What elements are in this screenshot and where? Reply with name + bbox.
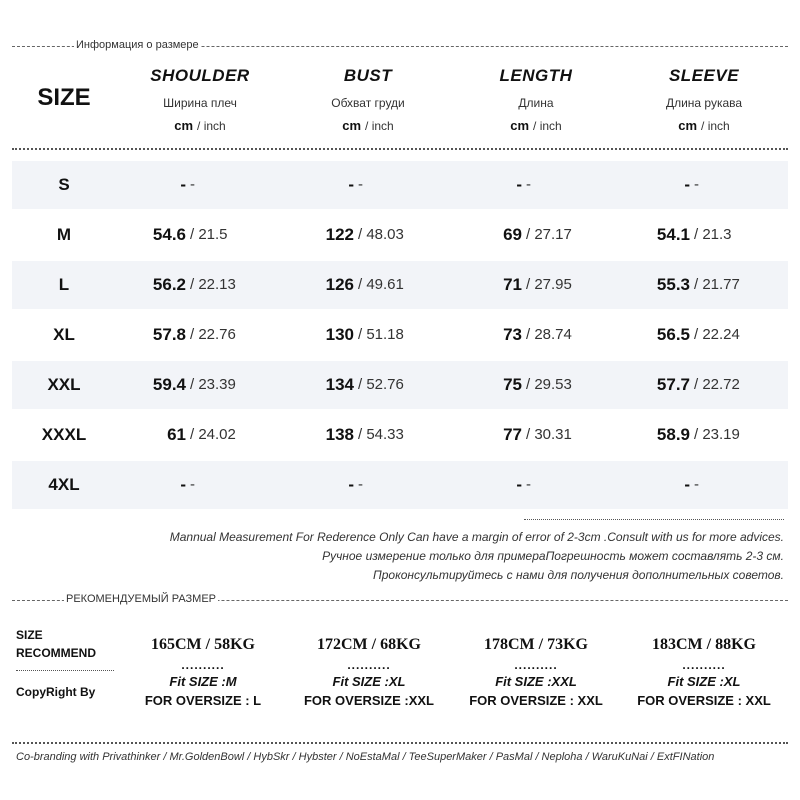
height-weight: 178CM / 73KG	[484, 636, 588, 653]
size-label: XL	[53, 325, 75, 344]
value-inch: / 49.61	[358, 276, 404, 293]
table-row	[12, 311, 788, 359]
value-cm: 57.7	[656, 375, 690, 394]
measurement-cell	[456, 261, 616, 309]
value-inch: / 28.74	[526, 326, 572, 343]
size-recommend-title	[16, 626, 96, 662]
table-row	[12, 361, 788, 409]
value-inch: / 23.39	[190, 376, 236, 393]
column-subtitle: Ширина плеч	[163, 96, 237, 110]
unit-cm: cm	[174, 118, 194, 133]
value-cm: -	[348, 175, 354, 194]
size-label: S	[58, 175, 70, 194]
value-cm: 73	[503, 325, 522, 344]
measurement-cell	[120, 461, 280, 509]
measurement-cell	[624, 161, 784, 209]
size-label: 4XL	[48, 475, 80, 494]
fit-size: Fit SIZE :XL	[667, 674, 741, 689]
measurement-cell	[120, 411, 280, 459]
value-inch: -	[526, 176, 531, 193]
value-inch: / 27.95	[526, 276, 572, 293]
value-cm: 58.9	[656, 425, 690, 444]
value-inch: -	[526, 476, 531, 493]
unit-inch: / inch	[365, 119, 394, 133]
recommend-label: РЕКОМЕНДУЕМЫЙ РАЗМЕР	[66, 593, 217, 605]
measurement-cell	[120, 261, 280, 309]
measurement-cell	[624, 311, 784, 359]
table-row	[12, 261, 788, 309]
measurement-cell	[456, 161, 616, 209]
value-cm: 54.1	[656, 225, 690, 244]
measurement-cell	[456, 211, 616, 259]
value-inch: -	[358, 476, 363, 493]
column-title: SHOULDER	[150, 66, 250, 85]
oversize: FOR OVERSIZE : L	[144, 693, 262, 708]
fit-size: Fit SIZE :XL	[332, 674, 406, 689]
height-weight: 172CM / 68KG	[317, 636, 421, 653]
recommend-item-2	[289, 636, 449, 708]
column-subtitle: Обхват груди	[331, 96, 405, 110]
size-info-label: Информация о размере	[76, 39, 199, 51]
value-inch: / 23.19	[694, 426, 740, 443]
fit-size: Fit SIZE :M	[169, 674, 237, 689]
measurement-cell	[624, 361, 784, 409]
measurement-cell	[456, 411, 616, 459]
value-inch: / 48.03	[358, 226, 404, 243]
value-inch: / 27.17	[526, 226, 572, 243]
column-head-length	[461, 66, 611, 133]
measurement-cell	[288, 411, 448, 459]
value-inch: -	[190, 476, 195, 493]
unit-inch: / inch	[701, 119, 730, 133]
measurement-cell	[624, 461, 784, 509]
value-cm: 126	[325, 275, 354, 294]
value-cm: 54.6	[152, 225, 186, 244]
value-cm: 55.3	[656, 275, 690, 294]
oversize: FOR OVERSIZE : XXL	[469, 693, 603, 708]
size-recommend-line2: RECOMMEND	[16, 646, 96, 660]
value-cm: -	[348, 475, 354, 494]
size-label: L	[58, 275, 70, 294]
measurement-cell	[456, 461, 616, 509]
value-inch: / 51.18	[358, 326, 404, 343]
height-weight: 165CM / 58KG	[151, 636, 255, 653]
note-en: Mannual Measurement For Rederence Only Can have a margin of error of 2-3cm .Consult with us for more advices.	[169, 530, 784, 544]
value-cm: 77	[503, 425, 522, 444]
value-cm: 56.5	[656, 325, 690, 344]
value-cm: 69	[503, 225, 522, 244]
table-row	[12, 411, 788, 459]
value-inch: -	[358, 176, 363, 193]
height-weight: 183CM / 88KG	[652, 636, 756, 653]
column-unit	[629, 118, 779, 133]
value-cm: 56.2	[152, 275, 186, 294]
column-title: BUST	[343, 66, 393, 85]
measurement-cell	[456, 361, 616, 409]
footer-cobranding: Co-branding with Privathinker / Mr.GoldenBowl / HybSkr / Hybster / NoEstaMal / TeeSuperMaker / PasMal / Neploha / WaruKuNai / ExtFINation	[16, 751, 715, 763]
size-label: M	[56, 225, 72, 244]
note-ru-2: Проконсультируйтесь с нами для получения дополнительных советов.	[373, 568, 784, 582]
value-cm: -	[180, 175, 186, 194]
column-subtitle: Длина	[518, 96, 554, 110]
measurement-cell	[624, 261, 784, 309]
value-inch: -	[694, 476, 699, 493]
footer-divider	[12, 742, 788, 744]
measurement-cell	[288, 311, 448, 359]
value-cm: 75	[503, 375, 522, 394]
value-inch: / 22.72	[694, 376, 740, 393]
measurement-cell	[624, 411, 784, 459]
dots: ..........	[181, 658, 225, 672]
column-unit	[461, 118, 611, 133]
measurement-cell	[120, 361, 280, 409]
measurement-cell	[120, 161, 280, 209]
column-unit	[125, 118, 275, 133]
table-row	[12, 461, 788, 509]
value-cm: 71	[503, 275, 522, 294]
value-cm: -	[180, 475, 186, 494]
value-cm: 61	[167, 425, 186, 444]
value-cm: 122	[325, 225, 354, 244]
table-row	[12, 211, 788, 259]
value-inch: / 21.77	[694, 276, 740, 293]
measurement-cell	[288, 161, 448, 209]
fit-size: Fit SIZE :XXL	[495, 674, 577, 689]
value-inch: / 21.3	[694, 226, 732, 243]
column-title: SLEEVE	[668, 66, 740, 85]
unit-cm: cm	[510, 118, 530, 133]
measurement-cell	[456, 311, 616, 359]
measurement-cell	[288, 261, 448, 309]
value-inch: / 30.31	[526, 426, 572, 443]
notes-divider	[524, 519, 784, 520]
header-divider	[12, 148, 788, 150]
table-row	[12, 161, 788, 209]
value-inch: / 21.5	[190, 226, 228, 243]
copyright-label: CopyRight By	[16, 685, 96, 699]
size-label: XXXL	[41, 425, 87, 444]
measurement-cell	[120, 211, 280, 259]
measurement-cell	[288, 361, 448, 409]
value-cm: -	[516, 175, 522, 194]
value-inch: -	[190, 176, 195, 193]
dots: ..........	[682, 658, 726, 672]
recommend-title-divider	[16, 670, 114, 671]
value-cm: -	[684, 475, 690, 494]
value-inch: / 52.76	[358, 376, 404, 393]
column-head-sleeve	[629, 66, 779, 133]
value-cm: 59.4	[152, 375, 186, 394]
value-cm: 138	[325, 425, 354, 444]
size-heading: SIZE	[37, 84, 91, 111]
value-inch: / 54.33	[358, 426, 404, 443]
unit-inch: / inch	[533, 119, 562, 133]
measurement-cell	[288, 211, 448, 259]
value-inch: -	[694, 176, 699, 193]
measurement-cell	[288, 461, 448, 509]
value-inch: / 24.02	[190, 426, 236, 443]
column-head-bust	[293, 66, 443, 133]
value-cm: -	[684, 175, 690, 194]
recommend-item-3	[456, 636, 616, 708]
value-cm: 134	[325, 375, 354, 394]
unit-cm: cm	[678, 118, 698, 133]
size-label: XXL	[47, 375, 81, 394]
unit-cm: cm	[342, 118, 362, 133]
dots: ..........	[514, 658, 558, 672]
column-head-shoulder	[125, 66, 275, 133]
value-inch: / 29.53	[526, 376, 572, 393]
measurement-cell	[120, 311, 280, 359]
recommend-item-4	[624, 636, 784, 708]
measurement-cell	[624, 211, 784, 259]
note-ru-1: Ручное измерение только для примераПогрешность может составлять 2-3 см.	[322, 549, 784, 563]
recommend-item-1	[123, 636, 283, 708]
oversize: FOR OVERSIZE :XXL	[303, 693, 434, 708]
column-unit	[293, 118, 443, 133]
oversize: FOR OVERSIZE : XXL	[637, 693, 771, 708]
value-inch: / 22.76	[190, 326, 236, 343]
dots: ..........	[347, 658, 391, 672]
value-cm: -	[516, 475, 522, 494]
value-inch: / 22.13	[190, 276, 236, 293]
value-inch: / 22.24	[694, 326, 740, 343]
value-cm: 57.8	[152, 325, 186, 344]
size-recommend-line1: SIZE	[16, 628, 43, 642]
unit-inch: / inch	[197, 119, 226, 133]
value-cm: 130	[325, 325, 354, 344]
column-subtitle: Длина рукава	[665, 96, 743, 110]
column-title: LENGTH	[499, 66, 573, 85]
